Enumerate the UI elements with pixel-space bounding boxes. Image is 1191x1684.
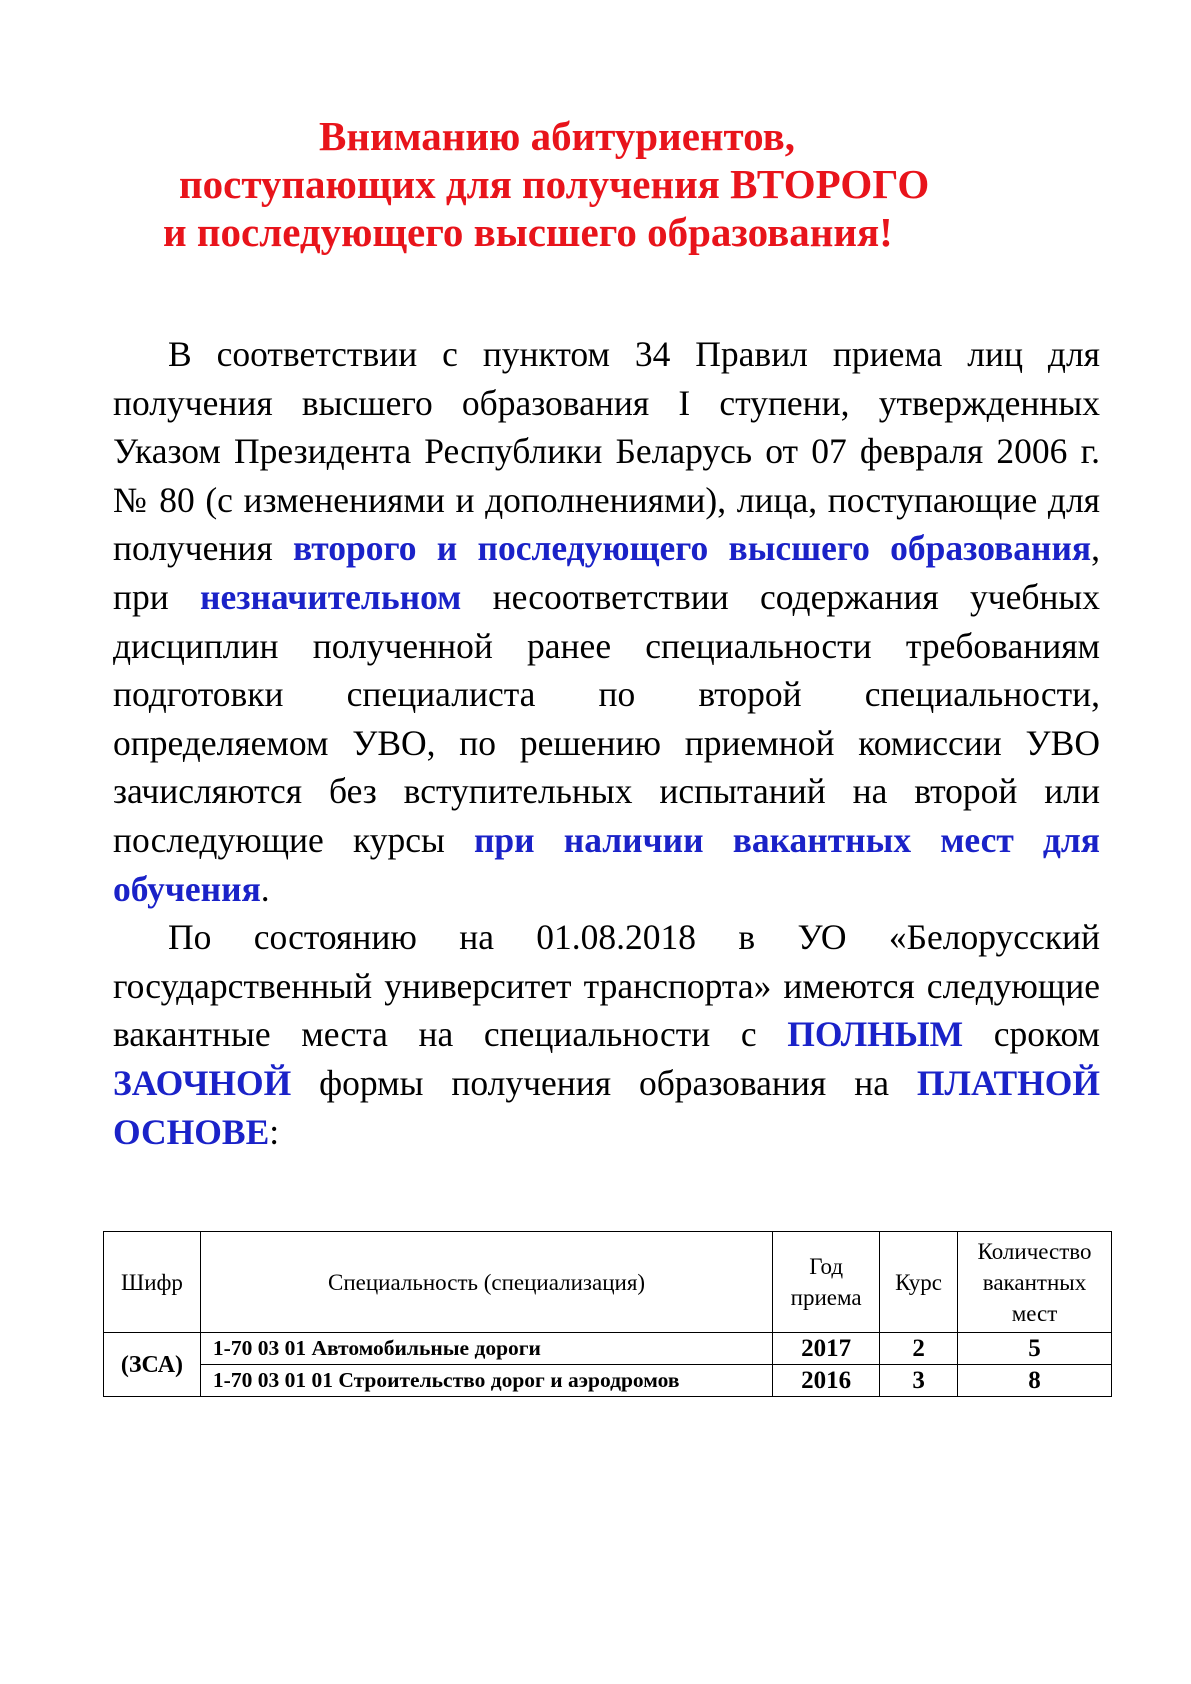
paragraph-text: сроком: [963, 1014, 1100, 1055]
table-row: [104, 1365, 1112, 1397]
header-year-line: Год: [809, 1254, 844, 1279]
highlight-second-education: второго и последующего высшего образования: [292, 528, 1092, 569]
page-heading: [0, 112, 1191, 256]
paragraph-text: По состоянию на 01.08.2018 в УО «Белорусский государственный университет транспорта» имеются следующие вакантные места на специальности с: [113, 917, 1100, 1055]
highlight-full-term: ПОЛНЫМ: [787, 1014, 964, 1055]
header-count: [958, 1232, 1112, 1333]
highlight-insignificant: незначительном: [200, 576, 462, 617]
heading-line-1: Вниманию абитуриентов,: [319, 113, 796, 159]
admission-year: 2017: [773, 1333, 880, 1365]
heading-line-3: и последующего высшего образования!: [163, 209, 893, 255]
table-row: [104, 1333, 1112, 1365]
announcement-body: [113, 330, 1100, 1156]
paragraph-text: .: [260, 868, 270, 909]
vacancies-table: [103, 1231, 1112, 1397]
header-count-line: Количество: [977, 1238, 1092, 1264]
specialty-code: (ЗСА): [104, 1333, 201, 1397]
paragraph-text: :: [269, 1111, 280, 1152]
vacant-count: 5: [958, 1333, 1112, 1365]
header-specialty: Специальность (специализация): [200, 1232, 772, 1333]
paragraph-text: , при: [113, 528, 1101, 617]
header-year-line: приема: [790, 1285, 862, 1310]
paragraph-regulation: [113, 330, 1100, 913]
course-number: 2: [880, 1333, 958, 1365]
vacant-count: 8: [958, 1365, 1112, 1397]
paragraph-vacancies: [113, 913, 1100, 1156]
heading-line-2: поступающих для получения ВТОРОГО: [179, 161, 930, 207]
paragraph-text: несоответствии содержания учебных дисциплин полученной ранее специальности требованиям подготовки специалиста по второй специальности, определяемом УВО, по решению приемной комиссии УВО зачисляются без вступительных испытаний на второй или последующие курсы: [113, 576, 1100, 860]
table-header-row: [104, 1232, 1112, 1333]
specialty-name: 1-70 03 01 01 Строительство дорог и аэродромов: [200, 1365, 772, 1397]
header-count-line: вакантных: [982, 1269, 1087, 1295]
highlight-paid-basis: ПЛАТНОЙ ОСНОВЕ: [113, 1062, 1100, 1152]
header-course: Курс: [880, 1232, 958, 1333]
specialty-name: 1-70 03 01 Автомобильные дороги: [200, 1333, 772, 1365]
header-year: [773, 1232, 880, 1333]
paragraph-text: формы получения образования на: [291, 1062, 917, 1103]
highlight-correspondence: ЗАОЧНОЙ: [113, 1062, 292, 1103]
admission-year: 2016: [773, 1365, 880, 1397]
course-number: 3: [880, 1365, 958, 1397]
header-code: Шифр: [104, 1232, 201, 1333]
header-count-line: мест: [1011, 1300, 1058, 1326]
paragraph-text: В соответствии с пунктом 34 Правил приема лиц для получения высшего образования I ступени, утвержденных Указом Президента Республики Беларусь от 07 февраля 2006 г. № 80 (с изменениями и дополнениями), лица, поступающие для получения: [113, 334, 1100, 569]
highlight-vacant-places: при наличии вакантных мест для обучения: [113, 819, 1101, 909]
